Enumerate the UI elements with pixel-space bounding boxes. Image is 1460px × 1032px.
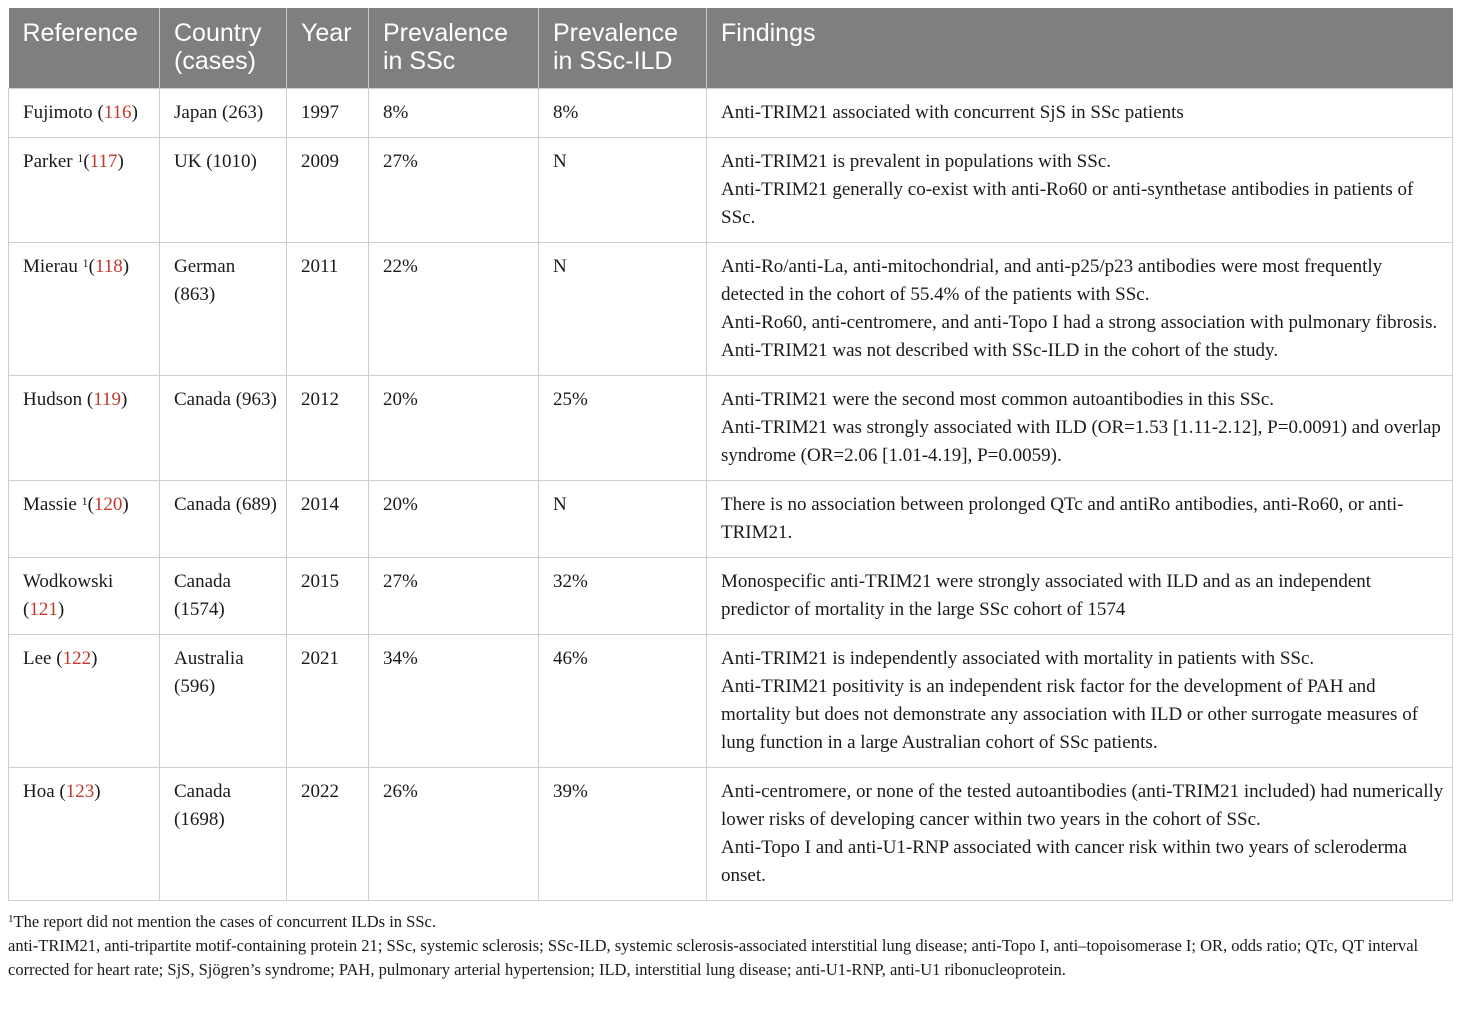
cell-country: Canada (689) — [160, 480, 287, 557]
cell-findings — [707, 375, 1453, 480]
cell-year: 2012 — [287, 375, 369, 480]
finding-text: Anti-TRIM21 positivity is an independent risk factor for the development of PAH and mortality but does not demonstrate any association with ILD or other surrogate measures of lung function in a large Australian cohort of SSc patients. — [721, 675, 1419, 753]
cell-prevalence-ssc-ild: 25% — [539, 375, 707, 480]
cell-reference: Parker $^1$(117) — [9, 137, 160, 242]
cell-findings — [707, 480, 1453, 557]
cell-year: 2011 — [287, 242, 369, 375]
cell-prevalence-ssc-ild: 32% — [539, 557, 707, 634]
cell-reference: Fujimoto (116) — [9, 88, 160, 137]
cell-country: Canada (1574) — [160, 557, 287, 634]
cell-year: 2022 — [287, 767, 369, 900]
citation-link[interactable]: 118 — [94, 255, 123, 277]
finding-text: Anti-Topo I and anti-U1-RNP associated with cancer risk within two years of scleroderma onset. — [721, 836, 1407, 886]
finding-text: Anti-centromere, or none of the tested autoantibodies (anti-TRIM21 included) had numerically lower risks of developing cancer within two years in the cohort of SSc. — [721, 780, 1444, 830]
table-row — [9, 137, 1453, 242]
finding-text: Anti-TRIM21 is independently associated with mortality in patients with SSc. — [721, 647, 1315, 669]
author-name: Hoa — [23, 780, 55, 802]
cell-prevalence-ssc: 27% — [369, 557, 539, 634]
citation-link[interactable]: 117 — [89, 150, 118, 172]
table-row — [9, 767, 1453, 900]
cell-year: 1997 — [287, 88, 369, 137]
cell-year: 2021 — [287, 634, 369, 767]
cell-reference: Lee (122) — [9, 634, 160, 767]
cell-country: Canada (1698) — [160, 767, 287, 900]
cell-prevalence-ssc: 34% — [369, 634, 539, 767]
abbreviations: anti-TRIM21, anti-tripartite motif-containing protein 21; SSc, systemic sclerosis; SSc-ILD, systemic sclerosis-associated interstitial lung disease; anti-Topo I, anti–topoisomerase I; OR, odds ratio; QTc, QT interval corrected for heart rate; SjS, Sjögren’s syndrome; PAH, pulmonary arterial hypertension; ILD, interstitial lung disease; anti-U1-RNP, anti-U1 ribonucleoprotein. — [8, 935, 1419, 979]
finding-text: Anti-TRIM21 was not described with SSc-ILD in the cohort of the study. — [721, 339, 1279, 361]
cell-prevalence-ssc: 20% — [369, 375, 539, 480]
cell-findings — [707, 767, 1453, 900]
cell-year: 2014 — [287, 480, 369, 557]
cell-prevalence-ssc-ild: N — [539, 242, 707, 375]
cell-country: German (863) — [160, 242, 287, 375]
cell-year: 2009 — [287, 137, 369, 242]
citation-link[interactable]: 121 — [29, 598, 58, 620]
citation-link[interactable]: 123 — [65, 780, 95, 802]
header-prevalence-ssc: Prevalence in SSc — [369, 8, 539, 88]
cell-reference: Hoa (123) — [9, 767, 160, 900]
cell-findings — [707, 88, 1453, 137]
table-container — [8, 8, 1452, 982]
cell-country: Canada (963) — [160, 375, 287, 480]
cell-prevalence-ssc: 26% — [369, 767, 539, 900]
table-row — [9, 242, 1453, 375]
header-year: Year — [287, 8, 369, 88]
author-name: Fujimoto — [23, 101, 93, 123]
header-findings: Findings — [707, 8, 1453, 88]
author-name: Massie — [23, 493, 77, 515]
data-table — [8, 8, 1453, 901]
finding-text: There is no association between prolonged QTc and antiRo antibodies, anti-Ro60, or anti-TRIM21. — [721, 493, 1404, 543]
cell-country: Japan (263) — [160, 88, 287, 137]
finding-text: Anti-Ro/anti-La, anti-mitochondrial, and anti-p25/p23 antibodies were most frequently detected in the cohort of 55.4% of the patients with SSc. — [721, 255, 1383, 305]
cell-prevalence-ssc: 27% — [369, 137, 539, 242]
finding-text: Anti-TRIM21 generally co-exist with anti-Ro60 or anti-synthetase antibodies in patients of SSc. — [721, 178, 1414, 228]
cell-country: UK (1010) — [160, 137, 287, 242]
finding-text: Anti-TRIM21 associated with concurrent SjS in SSc patients — [721, 101, 1184, 123]
header-reference: Reference — [9, 8, 160, 88]
finding-text: Anti-TRIM21 was strongly associated with ILD (OR=1.53 [1.11-2.12], P=0.0091) and overlap syndrome (OR=2.06 [1.01-4.19], P=0.0059). — [721, 416, 1441, 466]
table-row — [9, 88, 1453, 137]
footnote: $^1$The report did not mention the cases of concurrent ILDs in SSc. — [8, 911, 436, 931]
cell-prevalence-ssc-ild: N — [539, 480, 707, 557]
cell-reference: Massie $^1$(120) — [9, 480, 160, 557]
table-row — [9, 634, 1453, 767]
cell-prevalence-ssc: 22% — [369, 242, 539, 375]
finding-text: Anti-TRIM21 is prevalent in populations with SSc. — [721, 150, 1112, 172]
citation-link[interactable]: 122 — [62, 647, 92, 669]
cell-findings — [707, 557, 1453, 634]
author-name: Parker — [23, 150, 73, 172]
cell-year: 2015 — [287, 557, 369, 634]
cell-country: Australia (596) — [160, 634, 287, 767]
finding-text: Monospecific anti-TRIM21 were strongly associated with ILD and as an independent predictor of mortality in the large SSc cohort of 1574 — [721, 570, 1372, 620]
cell-findings — [707, 634, 1453, 767]
footnote-marker: 1 — [81, 493, 88, 508]
cell-findings — [707, 137, 1453, 242]
finding-text: Anti-TRIM21 were the second most common autoantibodies in this SSc. — [721, 388, 1275, 410]
footnote-marker: 1 — [77, 150, 84, 165]
header-prevalence-ssc-ild: Prevalence in SSc-ILD — [539, 8, 707, 88]
table-row — [9, 480, 1453, 557]
cell-findings — [707, 242, 1453, 375]
author-name: Hudson — [23, 388, 83, 410]
cell-prevalence-ssc: 20% — [369, 480, 539, 557]
cell-reference: Hudson (119) — [9, 375, 160, 480]
cell-prevalence-ssc: 8% — [369, 88, 539, 137]
finding-text: Anti-Ro60, anti-centromere, and anti-Topo I had a strong association with pulmonary fibrosis. — [721, 311, 1438, 333]
cell-prevalence-ssc-ild: 39% — [539, 767, 707, 900]
author-name: Lee — [23, 647, 52, 669]
citation-link[interactable]: 120 — [93, 493, 123, 515]
cell-prevalence-ssc-ild: 46% — [539, 634, 707, 767]
footnote-marker: 1 — [82, 255, 89, 270]
citation-link[interactable]: 119 — [93, 388, 121, 410]
header-country: Country (cases) — [160, 8, 287, 88]
cell-reference: Wodkowski (121) — [9, 557, 160, 634]
table-row — [9, 557, 1453, 634]
table-body — [9, 88, 1453, 900]
cell-prevalence-ssc-ild: N — [539, 137, 707, 242]
author-name: Mierau — [23, 255, 78, 277]
author-name: Wodkowski — [23, 570, 114, 592]
cell-prevalence-ssc-ild: 8% — [539, 88, 707, 137]
table-row — [9, 375, 1453, 480]
citation-link[interactable]: 116 — [103, 101, 132, 123]
table-notes — [8, 910, 1452, 982]
cell-reference: Mierau $^1$(118) — [9, 242, 160, 375]
table-header — [9, 8, 1453, 88]
